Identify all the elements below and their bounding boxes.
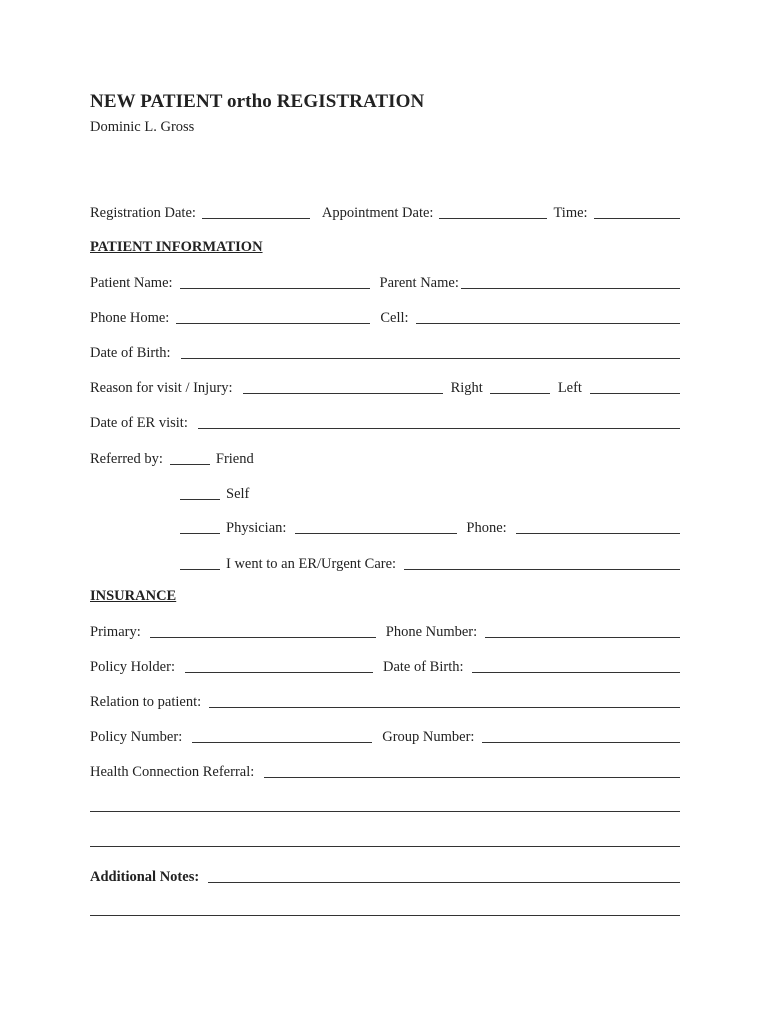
reason-row [90,377,680,399]
er-urgent-check-field[interactable] [180,568,220,570]
health-connection-extra-line-2[interactable] [90,846,680,847]
date-of-birth-field[interactable] [181,357,680,359]
policy-number-label: Policy Number: [90,729,183,745]
additional-notes-row [90,866,680,888]
patient-information-heading: PATIENT INFORMATION [90,239,263,255]
policy-holder-field[interactable] [185,671,373,673]
dob-row [90,342,680,364]
patient-name-label: Patient Name: [90,275,173,291]
physician-label: Physician: [226,520,287,536]
self-label: Self [226,486,250,502]
er-visit-label: Date of ER visit: [90,415,188,431]
primary-row [90,621,680,643]
health-connection-row [90,761,680,783]
phone-home-label: Phone Home: [90,310,170,326]
right-label: Right [450,380,483,396]
appointment-date-label: Appointment Date: [321,205,434,221]
registration-date-label: Registration Date: [90,205,196,221]
patient-name-field[interactable] [180,287,370,289]
dates-row [90,202,680,224]
phone-number-label: Phone Number: [385,624,478,640]
physician-field[interactable] [295,532,457,534]
doctor-name: Dominic L. Gross [90,119,195,135]
relation-label: Relation to patient: [90,694,202,710]
left-label: Left [557,380,582,396]
parent-name-field[interactable] [461,287,680,289]
insured-dob-field[interactable] [472,671,680,673]
additional-notes-label: Additional Notes: [90,869,200,885]
health-connection-extra-line-1[interactable] [90,811,680,812]
referred-er-row [90,553,680,575]
reason-field[interactable] [243,392,443,394]
physician-check-field[interactable] [180,532,220,534]
group-number-field[interactable] [482,741,680,743]
policy-holder-label: Policy Holder: [90,659,175,675]
relation-field[interactable] [209,706,680,708]
policy-number-field[interactable] [192,741,372,743]
friend-field[interactable] [170,463,210,465]
registration-form [90,0,680,1024]
health-connection-label: Health Connection Referral: [90,764,255,780]
left-field[interactable] [590,392,680,394]
relation-row [90,691,680,713]
registration-date-field[interactable] [202,217,310,219]
time-label: Time: [553,205,588,221]
health-connection-field[interactable] [264,776,680,778]
er-visit-row [90,412,680,434]
phone-row [90,307,680,329]
appointment-date-field[interactable] [439,217,547,219]
parent-name-label: Parent Name: [379,275,459,291]
group-number-label: Group Number: [382,729,475,745]
cell-field[interactable] [416,322,680,324]
insurance-heading: INSURANCE [90,588,177,604]
phone-number-field[interactable] [485,636,680,638]
cell-label: Cell: [380,310,409,326]
primary-label: Primary: [90,624,141,640]
referred-by-label: Referred by: [90,451,163,467]
time-field[interactable] [594,217,680,219]
physician-phone-field[interactable] [516,532,680,534]
er-visit-field[interactable] [198,427,680,429]
reason-label: Reason for visit / Injury: [90,380,233,396]
primary-field[interactable] [150,636,376,638]
insured-dob-label: Date of Birth: [382,659,464,675]
date-of-birth-label: Date of Birth: [90,345,171,361]
er-urgent-label: I went to an ER/Urgent Care: [226,556,397,572]
er-urgent-field[interactable] [404,568,680,570]
additional-notes-extra-line[interactable] [90,915,680,916]
referred-physician-row [90,517,680,539]
right-field[interactable] [490,392,550,394]
referred-friend-row [90,448,680,470]
policy-holder-row [90,656,680,678]
policy-number-row [90,726,680,748]
phone-home-field[interactable] [176,322,370,324]
patient-name-row [90,272,680,294]
self-field[interactable] [180,498,220,500]
additional-notes-field[interactable] [208,881,680,883]
referred-self-row [90,483,680,505]
friend-label: Friend [215,451,254,467]
physician-phone-label: Phone: [466,520,507,536]
form-title: NEW PATIENT ortho REGISTRATION [90,91,425,112]
